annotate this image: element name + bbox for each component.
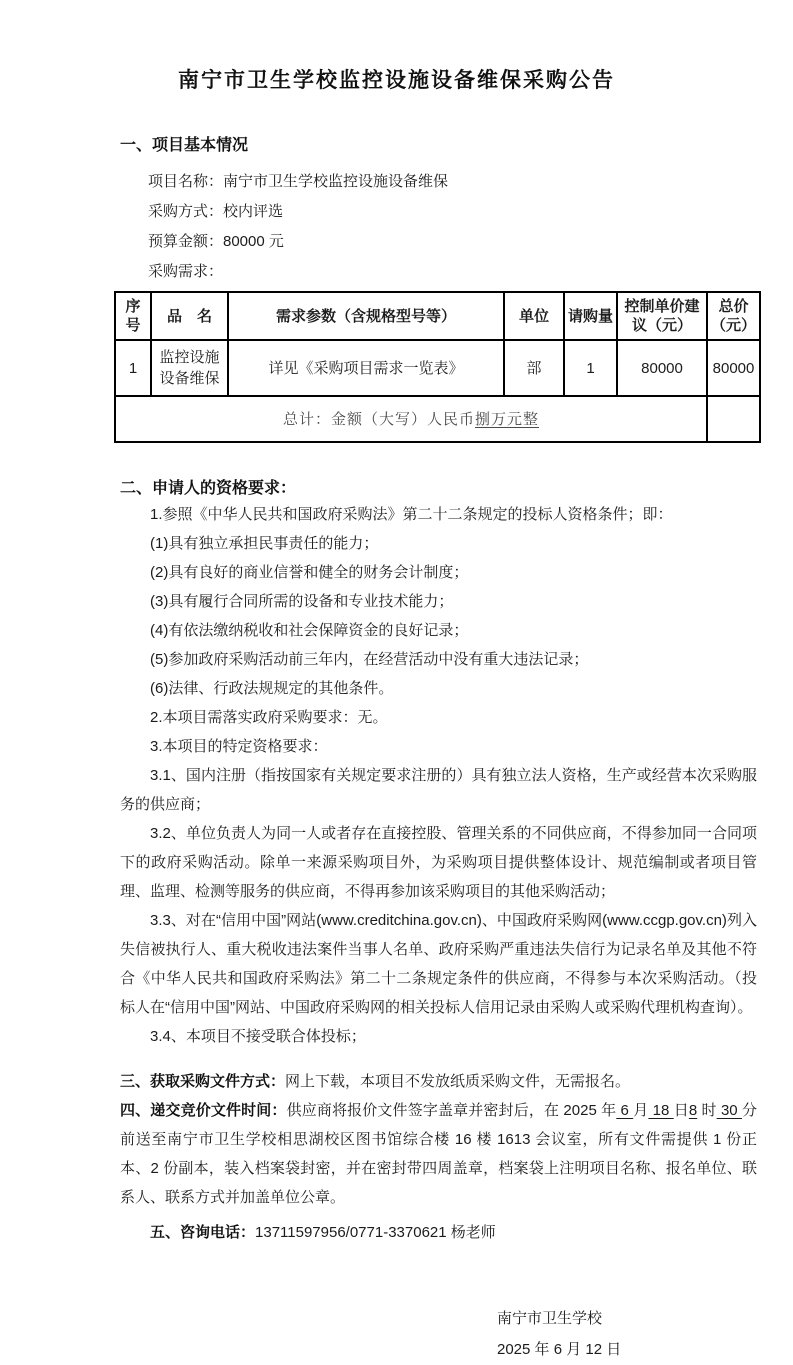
total-amount-words: 捌万元整 [475,410,540,428]
qualification-item: (2)具有良好的商业信誉和健全的财务会计制度； [150,564,469,581]
requirements-table [114,291,761,443]
section-basic-info-heading: 一、项目基本情况 [120,137,249,154]
qualification-item: 3.本项目的特定资格要求： [150,738,328,755]
cell-unit-price: 80000 [617,340,707,396]
submission-text: 日 [673,1102,689,1119]
qualification-item: (6)法律、行政法规规定的其他条件。 [150,680,394,697]
cell-params: 详见《采购项目需求一览表》 [228,340,504,396]
header-unit-price: 控制单价建议（元） [617,292,707,340]
total-prefix: 总计：金额（大写）人民币 [282,410,475,428]
submission-month-blank: 6 [616,1102,634,1119]
header-total-price: 总价（元） [707,292,760,340]
file-access-label: 三、获取采购文件方式： [120,1073,286,1090]
table-row [115,340,760,396]
submission-text: 供应商将报价文件签字盖章并密封后，在 2025 年 [286,1102,617,1119]
submission-text: 分前送至南宁市卫生学校相思湖校区图书馆综合楼 16 楼 1613 会议室，所有文件需提供 1 份正本、2 份副本，装入档案袋封密，并在密封带四周盖章，档案袋上注明项目名称、报名单位、联系人、联系方式并加盖单位公章。 [120,1102,757,1206]
table-total-row [115,396,760,442]
qualification-item: (5)参加政府采购活动前三年内，在经营活动中没有重大违法记录； [150,651,589,668]
submission-hour-blank: 8 [688,1102,698,1119]
phone-text: 13711597956/0771-3370621 杨老师 [255,1224,496,1241]
signature-block [497,1303,757,1365]
cell-item-name: 监控设施设备维保 [151,340,228,396]
cell-quantity: 1 [564,340,617,396]
submission-text: 时 [697,1102,717,1119]
header-quantity: 请购量 [564,292,617,340]
cell-total-price: 80000 [707,340,760,396]
qualification-item: 3.1、国内注册（指按国家有关规定要求注册的）具有独立法人资格，生产或经营本次采购服务的供应商； [120,767,757,813]
document-title: 南宁市卫生学校监控设施设备维保采购公告 [178,69,615,92]
section-file-access-line [120,1067,757,1096]
header-unit: 单位 [504,292,564,340]
submission-label: 四、递交竞价文件时间： [120,1102,287,1119]
section-qualifications-heading: 二、申请人的资格要求： [120,480,297,497]
signature-organization: 南宁市卫生学校 [497,1310,603,1327]
file-access-text: 网上下载，本项目不发放纸质采购文件，无需报名。 [285,1073,631,1090]
qualification-item: 2.本项目需落实政府采购要求：无。 [150,709,388,726]
demand-label-line: 采购需求： [148,263,224,280]
submission-day-blank: 18 [648,1102,674,1119]
header-seq: 序号 [115,292,151,340]
qualification-item: 1.参照《中华人民共和国政府采购法》第二十二条规定的投标人资格条件；即： [150,506,673,523]
qualification-item: (4)有依法缴纳税收和社会保障资金的良好记录； [150,622,469,639]
qualification-item: 3.3、对在“信用中国”网站(www.creditchina.gov.cn)、中国政府采购网(www.ccgp.gov.cn)列入失信被执行人、重大税收违法案件当事人名单、政府采购严重违法失信行为记录名单及其他不符合《中华人民共和国政府采购法》第二十二条规定条件的供应商，不得参与本次采购活动。（投标人在“信用中国”网站、中国政府采购网的相关投标人信用记录由采购人或采购代理机构查询）。 [120,912,757,1016]
section-submission-paragraph [120,1096,757,1212]
total-empty-cell [707,396,760,442]
basic-info-fields [120,167,757,287]
submission-minute-blank: 30 [716,1102,742,1119]
document-body [120,132,757,1365]
section-phone-line [120,1218,757,1247]
qualification-item: 3.2、单位负责人为同一人或者存在直接控股、管理关系的不同供应商，不得参加同一合同项下的政府采购活动。除单一来源采购项目外，为采购项目提供整体设计、规范编制或者项目管理、监理、检测等服务的供应商，不得再参加该采购项目的其他采购活动； [120,825,757,900]
procurement-method-line: 采购方式：校内评选 [148,203,284,220]
total-amount-cell [115,396,707,442]
table-header-row [115,292,760,340]
qualification-paragraphs [120,500,757,1051]
cell-seq: 1 [115,340,151,396]
header-params: 需求参数（含规格型号等） [228,292,504,340]
budget-amount-line: 预算金额：80000 元 [148,233,284,250]
qualification-item: (1)具有独立承担民事责任的能力； [150,535,379,552]
submission-text: 月 [633,1102,649,1119]
phone-label: 五、咨询电话： [150,1224,256,1241]
signature-date: 2025 年 6 月 12 日 [497,1341,622,1358]
qualification-item: (3)具有履行合同所需的设备和专业技术能力； [150,593,454,610]
cell-unit: 部 [504,340,564,396]
project-name-line: 项目名称：南宁市卫生学校监控设施设备维保 [148,173,449,190]
header-item-name: 品 名 [151,292,228,340]
qualification-item: 3.4、本项目不接受联合体投标； [150,1028,366,1045]
